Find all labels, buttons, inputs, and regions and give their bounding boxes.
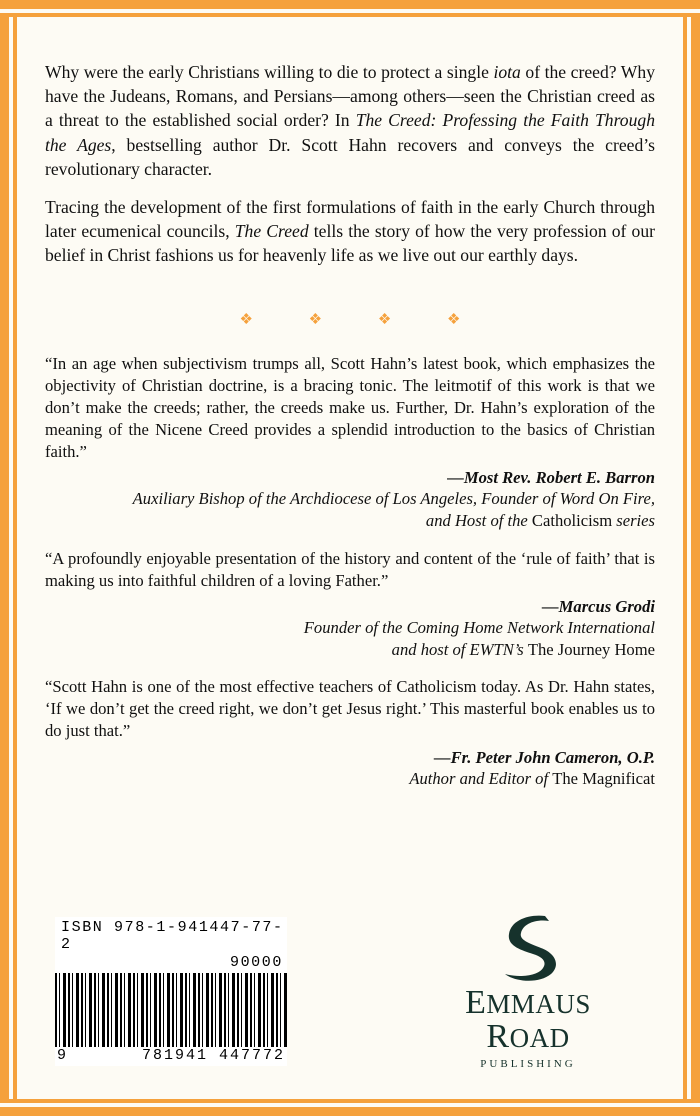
back-cover-content xyxy=(45,60,655,1086)
endorsement-1-role-roman: Catholicism xyxy=(531,510,613,530)
barcode-image xyxy=(55,973,287,1047)
publisher-logo xyxy=(423,912,633,1070)
endorsement-3-attribution xyxy=(45,747,655,790)
desc1-seg3: of the creed? Why have the Judeans, Romans, and Persians—among others—seen the Christian creed as a threat to the established social order? In xyxy=(45,62,655,131)
publisher-name-line1-cap: E xyxy=(465,984,487,1021)
border-right xyxy=(683,0,700,1116)
desc2-seg1: Tracing the development of the first formulations of faith in the early Church through later ecumenical councils, xyxy=(45,196,655,242)
description-paragraph-2 xyxy=(45,195,655,268)
endorsement-3-quote: “Scott Hahn is one of the most effective teachers of Catholicism today. As Dr. Hahn states, ‘If we don’t get the creed right, we don’t get Jesus right.’ This masterful book enables us to do just that.” xyxy=(45,677,655,741)
endorsement-3-name: —Fr. Peter John Cameron, O.P. xyxy=(434,747,655,767)
publisher-name-line1-rest: MMAUS xyxy=(486,989,591,1019)
border-bottom xyxy=(0,1099,700,1116)
endorsement-1-role-line1: Auxiliary Bishop of the Archdiocese of Los Angeles, Founder of Word On Fire, xyxy=(132,489,655,509)
endorsement-1-quote: “In an age when subjectivism trumps all, Scott Hahn’s latest book, which emphasizes the objectivity of Christian doctrine, is a bracing tonic. The leitmotif of this work is that we don’t make the creeds; rather, the creeds make us. Further, Dr. Hahn’s exploration of the meaning of the Nicene Creed provides a splendid introduction to the basics of Christian faith.” xyxy=(45,353,655,461)
border-top xyxy=(0,0,700,17)
isbn-price-code: 90000 xyxy=(229,954,283,971)
isbn-barcode-block xyxy=(55,917,287,1066)
endorsement-3-role-line1 xyxy=(45,768,655,790)
endorsement-1 xyxy=(45,353,655,532)
endorsement-3-role-pre: Author and Editor of xyxy=(409,769,553,789)
endorsement-2-quote: “A profoundly enjoyable presentation of the history and content of the ‘rule of faith’ that is making us into faithful children of a loving Father.” xyxy=(45,548,655,590)
description-paragraph-1 xyxy=(45,60,655,181)
endorsement-1-attribution xyxy=(45,467,655,532)
endorsement-1-role-line2 xyxy=(45,510,655,532)
endorsement-2 xyxy=(45,548,655,661)
endorsement-3 xyxy=(45,676,655,789)
endorsement-1-name: —Most Rev. Robert E. Barron xyxy=(447,467,655,487)
desc2-seg3: tells the story of how the very profession of our belief in Christ fashions us for heavenly life as we live out our earthly days. xyxy=(45,221,655,266)
emmaus-road-logo-icon xyxy=(489,912,567,984)
endorsement-2-attribution xyxy=(45,596,655,661)
isbn-label: ISBN 978-1-941447-77-2 xyxy=(61,919,284,953)
desc1-italic-iota: iota xyxy=(493,62,521,82)
barcode-digits xyxy=(55,1047,287,1066)
publisher-name-line1 xyxy=(423,986,633,1020)
cover-footer xyxy=(45,902,655,1072)
border-left xyxy=(0,0,17,1116)
endorsement-1-role-post: series xyxy=(612,510,655,530)
endorsement-1-role-pre: and Host of the xyxy=(425,510,532,530)
publisher-name-line2 xyxy=(423,1020,633,1054)
endorsement-2-role-line2 xyxy=(45,639,655,661)
fleuron-divider: ❖ ❖ ❖ ❖ xyxy=(239,311,487,328)
endorsement-2-role-pre: and host of EWTN’s xyxy=(391,639,528,659)
endorsement-2-role-roman: The Journey Home xyxy=(527,639,655,659)
endorsement-2-role-line1: Founder of the Coming Home Network International xyxy=(303,618,655,638)
desc2-italic-title: The Creed xyxy=(234,221,309,242)
barcode-digit-left: 9 xyxy=(57,1047,69,1064)
endorsement-3-role-roman: The Magnificat xyxy=(552,769,655,789)
endorsement-2-name: —Marcus Grodi xyxy=(542,596,655,616)
desc1-italic-title: The Creed: Professing the Faith Through the Ages xyxy=(45,110,655,155)
publisher-name-line2-rest: OAD xyxy=(509,1023,570,1053)
publisher-name-line2-cap: R xyxy=(486,1018,510,1055)
desc1-seg1: Why were the early Christians willing to die to protect a single xyxy=(45,62,494,82)
publisher-subtitle: PUBLISHING xyxy=(480,1058,576,1070)
barcode-digit-right: 781941 447772 xyxy=(141,1047,285,1064)
desc1-seg5: , bestselling author Dr. Scott Hahn recovers and conveys the creed’s revolutionary character. xyxy=(45,134,655,179)
